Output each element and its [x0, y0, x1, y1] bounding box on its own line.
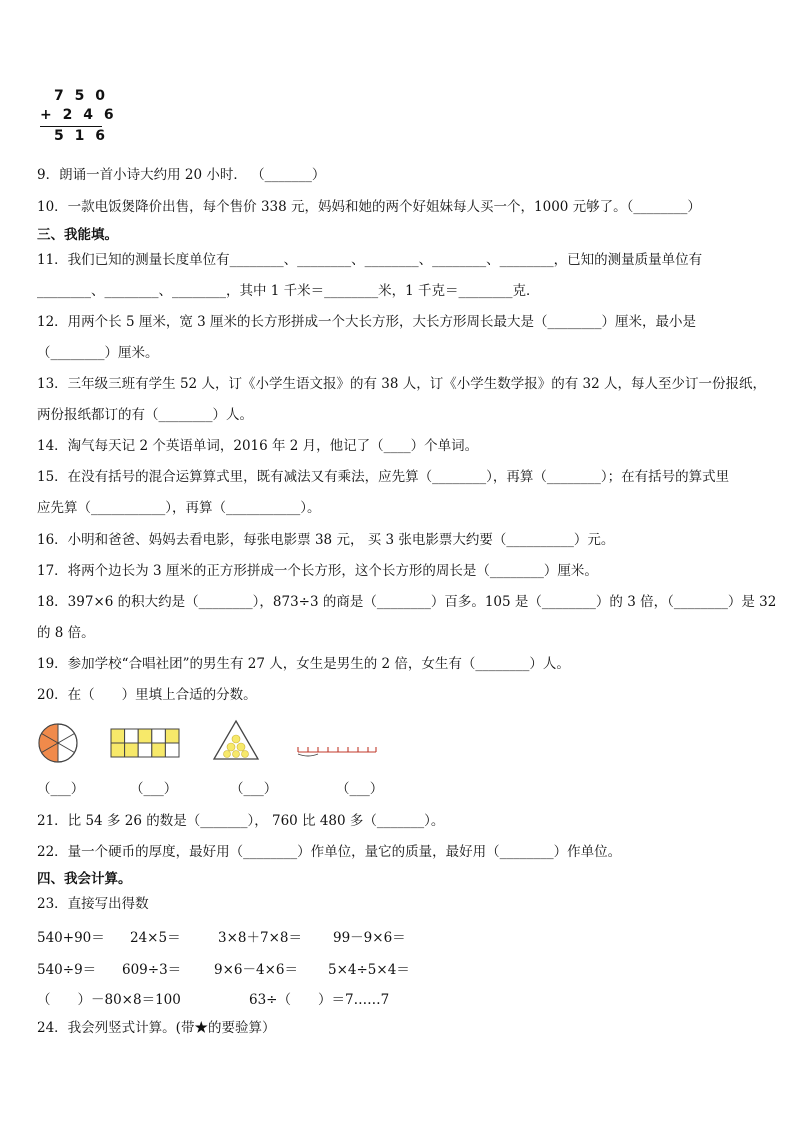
calc-r1-c3: 3×8＋7×8＝ — [218, 930, 302, 946]
calc-r2-c2: 609÷3＝ — [122, 962, 182, 978]
question-19: 19．参加学校“合唱社团”的男生有 27 人，女生是男生的 2 倍，女生有（________）人。 — [37, 656, 570, 672]
question-18-line-2: 的 8 倍。 — [37, 625, 95, 641]
section-4-heading: 四、我会计算。 — [37, 871, 132, 887]
addend-2: + 2 4 6 — [40, 107, 117, 123]
q20-blank-2: （___） — [130, 781, 178, 797]
ruler-figure — [296, 742, 378, 760]
calc-r2-c1: 540÷9＝ — [37, 962, 97, 978]
question-13-line-1: 13．三年级三班有学生 52 人，订《小学生语文报》的有 38 人，订《小学生数学报》的有 32 人，每人至少订一份报纸， — [37, 376, 766, 392]
q20-blank-1: （___） — [37, 781, 85, 797]
sum-result: 5 1 6 — [54, 128, 108, 144]
question-17: 17．将两个边长为 3 厘米的正方形拼成一个长方形，这个长方形的周长是（________）厘米。 — [37, 563, 598, 579]
question-18-line-1: 18．397×6 的积大约是（________），873÷3 的商是（________）百多。105 是（________）的 3 倍，（________）是 32 — [37, 594, 777, 610]
question-12-line-1: 12．用两个长 5 厘米，宽 3 厘米的长方形拼成一个大长方形，大长方形周长最大是（________）厘米，最小是 — [37, 314, 697, 330]
calc-r2-c4: 5×4÷5×4＝ — [328, 962, 410, 978]
q20-blank-3: （___） — [230, 781, 278, 797]
calc-r1-c2: 24×5＝ — [130, 930, 181, 946]
question-9: 9．朗诵一首小诗大约用 20 小时． （_______） — [37, 167, 326, 183]
grid-figure — [110, 728, 180, 758]
question-10: 10．一款电饭煲降价出售，每个售价 338 元，妈妈和她的两个好姐妹每人买一个，1000 元够了。（________） — [37, 199, 701, 215]
question-23: 23．直接写出得数 — [37, 896, 149, 912]
section-3-heading: 三、我能填。 — [37, 227, 118, 243]
calc-r1-c1: 540+90＝ — [37, 930, 105, 946]
question-20: 20．在（ ）里填上合适的分数。 — [37, 687, 257, 703]
question-15-line-2: 应先算（___________），再算（___________）。 — [37, 500, 321, 516]
question-15-line-1: 15．在没有括号的混合运算算式里，既有减法又有乘法，应先算（________），再算（________）；在有括号的算式里 — [37, 469, 730, 485]
q20-blank-4: （___） — [336, 781, 384, 797]
question-21: 21．比 54 多 26 的数是（_______）， 760 比 480 多（_______）。 — [37, 813, 445, 829]
question-14: 14．淘气每天记 2 个英语单词，2016 年 2 月，他记了（____）个单词。 — [37, 438, 479, 454]
question-13-line-2: 两份报纸都订的有（________）人。 — [37, 407, 253, 423]
question-11-line-1: 11．我们已知的测量长度单位有________、________、________、________、________，已知的测量质量单位有 — [37, 252, 703, 268]
triangle-figure — [212, 719, 260, 761]
calc-r3-c1: （ ）－80×8＝100 — [37, 992, 181, 1008]
calc-r1-c4: 99－9×6＝ — [333, 930, 406, 946]
addend-1: 7 5 0 — [54, 88, 108, 104]
question-16: 16．小明和爸爸、妈妈去看电影，每张电影票 38 元， 买 3 张电影票大约要（__________）元。 — [37, 532, 615, 548]
pie-figure — [37, 722, 79, 764]
question-24: 24．我会列竖式计算。(带★的要验算） — [37, 1020, 276, 1036]
question-12-line-2: （________）厘米。 — [37, 345, 159, 361]
calc-r3-c2: 63÷（ ）＝7……7 — [249, 992, 390, 1008]
question-11-line-2: ________、________、________，其中 1 千米＝________米，1 千克＝________克． — [37, 283, 540, 299]
calc-r2-c3: 9×6－4×6＝ — [214, 962, 298, 978]
question-22: 22．量一个硬币的厚度，最好用（________）作单位，量它的质量，最好用（________）作单位。 — [37, 844, 622, 860]
sum-rule — [40, 126, 102, 127]
